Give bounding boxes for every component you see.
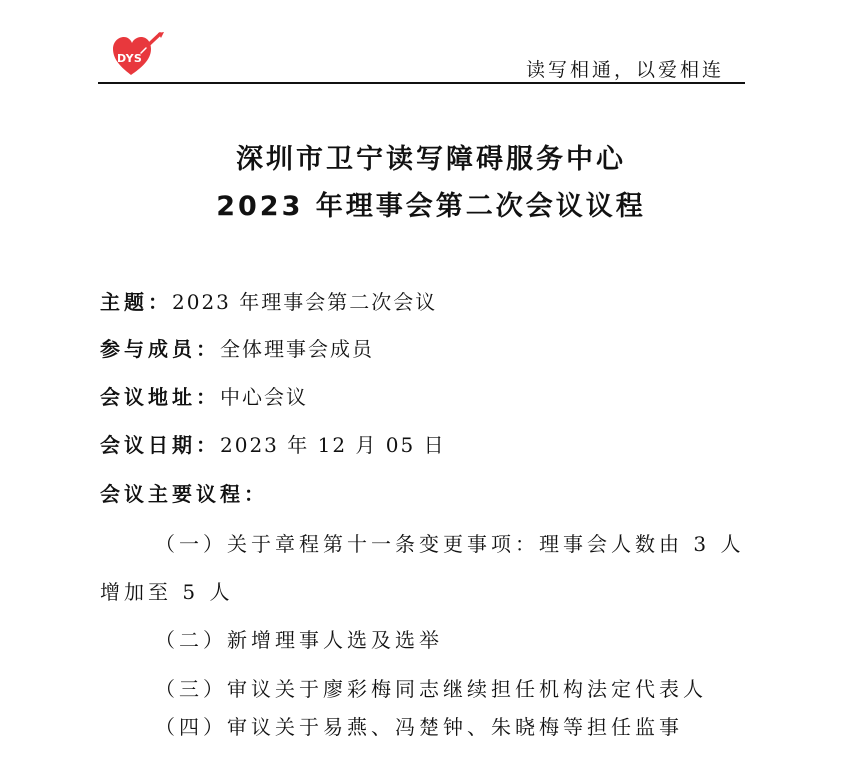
field-address-label: 会议地址： [100, 385, 220, 409]
field-members-label: 参与成员： [100, 337, 220, 361]
agenda-item-1: （一）关于章程第十一条变更事项：理事会人数由 3 人 [155, 532, 745, 556]
agenda-item-1-continuation: 增加至 5 人 [100, 580, 234, 604]
field-date [100, 429, 446, 458]
field-agenda-label: 会议主要议程： [100, 482, 268, 506]
agenda-item-2: （二）新增理事人选及选举 [155, 628, 443, 652]
field-address [100, 381, 308, 410]
field-topic-value: 2023 年理事会第二次会议 [172, 290, 438, 314]
field-agenda [100, 478, 268, 507]
field-topic [100, 286, 437, 315]
header-motto: 读写相通，以爱相连 [525, 59, 724, 81]
field-date-label: 会议日期： [100, 433, 220, 457]
field-members-value: 全体理事会成员 [220, 337, 374, 361]
document-title-line-1: 深圳市卫宁读写障碍服务中心 [236, 144, 626, 175]
document-title-line-2: 2023 年理事会第二次会议议程 [216, 191, 646, 222]
logo-text: DYS [117, 52, 143, 65]
header-divider [98, 82, 745, 84]
field-date-value: 2023 年 12 月 05 日 [220, 433, 446, 457]
field-members [100, 333, 374, 362]
field-address-value: 中心会议 [220, 385, 308, 409]
agenda-item-3: （三）审议关于廖彩梅同志继续担任机构法定代表人 [155, 677, 707, 701]
agenda-item-4: （四）审议关于易燕、冯楚钟、朱晓梅等担任监事 [155, 715, 683, 739]
field-topic-label: 主题： [100, 290, 172, 314]
